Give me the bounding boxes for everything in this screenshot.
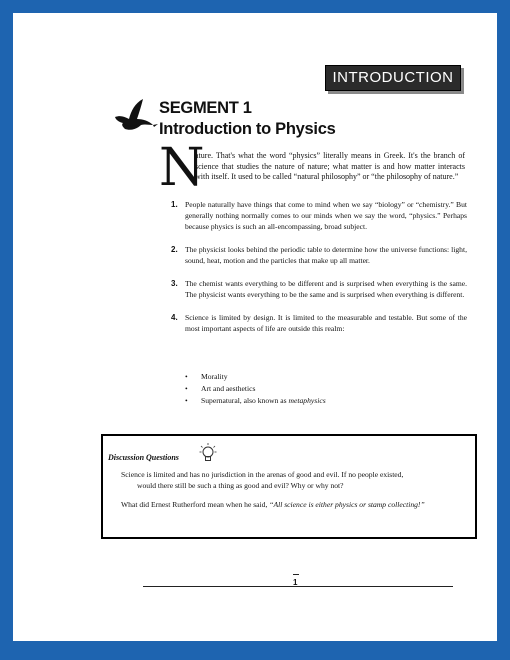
bullet-item xyxy=(185,383,445,395)
bullet-item xyxy=(185,395,445,407)
bullet-icon: • xyxy=(185,384,188,393)
footer-rule xyxy=(143,586,453,587)
bullet-text: Supernatural, also known as xyxy=(201,396,289,405)
page-title: Introduction to Physics xyxy=(159,120,336,138)
item-text: Science is limited by design. It is limited to the measurable and testable. But some of the most important aspects of life are outside this realm: xyxy=(185,313,467,333)
bullet-item xyxy=(185,371,445,383)
section-banner xyxy=(325,65,461,91)
list-item xyxy=(171,244,467,266)
bullet-text: Art and aesthetics xyxy=(201,384,256,393)
bullet-emphasis: metaphysics xyxy=(288,396,326,405)
item-text: People naturally have things that come to mind when we say “biology” or “chemistry.” But generally nothing normally comes to our minds when we say the word, “physics.” Perhaps because physics is such an all-encompassing, broad subject. xyxy=(185,200,467,231)
question-quote: “All science is either physics or stamp collecting!” xyxy=(269,500,425,509)
item-text: The physicist looks behind the periodic table to determine how the universe functions: light, sound, heat, motion and the particles that make up all matter. xyxy=(185,245,467,265)
page-number: 1 xyxy=(293,578,298,587)
banner-label: INTRODUCTION xyxy=(332,69,454,86)
list-item xyxy=(171,278,467,300)
bullet-icon: • xyxy=(185,372,188,381)
item-number: 3. xyxy=(171,279,178,288)
bullet-text: Morality xyxy=(201,372,228,381)
discussion-heading: Discussion Questions xyxy=(108,453,179,462)
list-item xyxy=(171,312,467,334)
discussion-question-1 xyxy=(121,470,466,491)
list-item xyxy=(171,199,467,232)
question-text: What did Ernest Rutherford mean when he said, xyxy=(121,500,270,509)
numbered-list xyxy=(171,199,467,346)
discussion-question-2 xyxy=(121,500,466,510)
item-number: 4. xyxy=(171,313,178,322)
segment-label: SEGMENT 1 xyxy=(159,99,252,117)
question-text: Science is limited and has no jurisdiction in the arenas of good and evil. If no people existed, xyxy=(121,470,404,479)
item-number: 2. xyxy=(171,245,178,254)
lightbulb-icon xyxy=(199,442,217,464)
item-number: 1. xyxy=(171,200,178,209)
question-text: would there still be such a thing as good and evil? Why or why not? xyxy=(137,480,344,490)
bullet-icon: • xyxy=(185,396,188,405)
intro-paragraph: ature. That's what the word “physics” literally means in Greek. It's the branch of science that studies the nature of nature; what matter is and how matter interacts with itself. It used to be called “natural philosophy” or “the philosophy of nature.” xyxy=(195,151,465,182)
page xyxy=(13,13,497,641)
item-text: The chemist wants everything to be different and is surprised when everything is the same. The physicist wants everything to be the same and is surprised when everything is different. xyxy=(185,279,467,299)
flying-goose-icon xyxy=(113,97,159,137)
discussion-box xyxy=(101,434,477,539)
bullet-list xyxy=(185,371,445,407)
drop-cap: N xyxy=(159,138,205,198)
